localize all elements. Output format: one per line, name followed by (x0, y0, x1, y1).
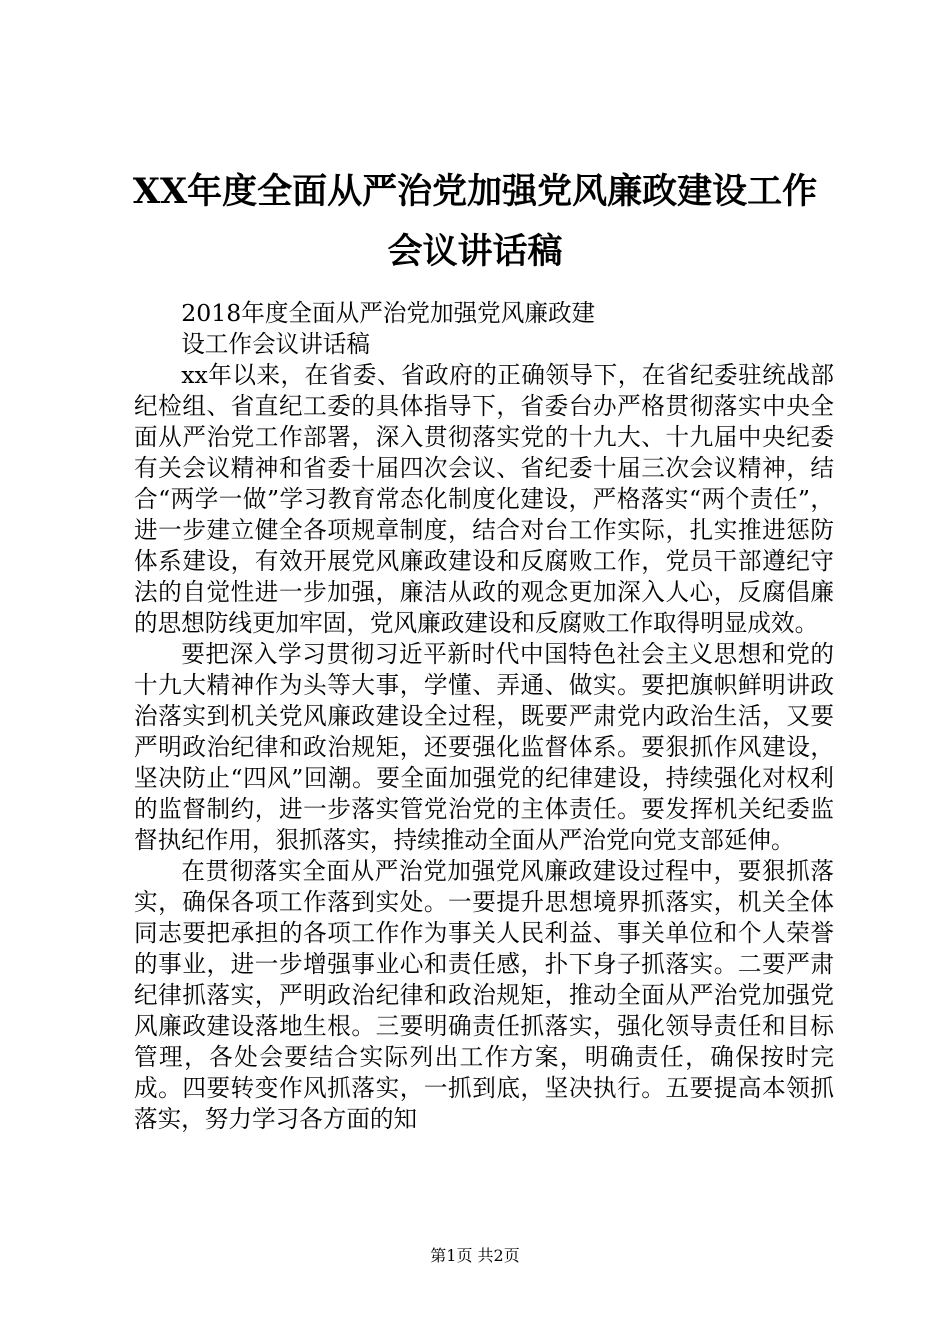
document-body (134, 298, 834, 1135)
paragraph-3: 在贯彻落实全面从严治党加强党风廉政建设过程中，要狠抓落实，确保各项工作落到实处。一要提升思想境界抓落实，机关全体同志要把承担的各项工作作为事关人民利益、事关单位和个人荣誉的事业，进一步增强事业心和责任感，扑下身子抓落实。二要严肃纪律抓落实，严明政治纪律和政治规矩，推动全面从严治党加强党风廉政建设落地生根。三要明确责任抓落实，强化领导责任和目标管理，各处会要结合实际列出工作方案，明确责任，确保按时完成。四要转变作风抓落实，一抓到底，坚决执行。五要提高本领抓落实，努力学习各方面的知 (134, 857, 834, 1133)
paragraph-1: xx年以来，在省委、省政府的正确领导下，在省纪委驻统战部纪检组、省直纪工委的具体指导下，省委台办严格贯彻落实中央全面从严治党工作部署，深入贯彻落实党的十九大、十九届中央纪委有关会议精神和省委十届四次会议、省纪委十届三次会议精神，结合“两学一做”学习教育常态化制度化建设，严格落实“两个责任”，进一步建立健全各项规章制度，结合对台工作实际，扎实推进惩防体系建设，有效开展党风廉政建设和反腐败工作，党员干部遵纪守法的自觉性进一步加强，廉洁从政的观念更加深入人心，反腐倡廉的思想防线更加牢固，党风廉政建设和反腐败工作取得明显成效。 (134, 361, 834, 637)
document-title-line-2: 会议讲话稿 (387, 231, 563, 272)
paragraph-2: 要把深入学习贯彻习近平新时代中国特色社会主义思想和党的十九大精神作为头等大事，学懂、弄通、做实。要把旗帜鲜明讲政治落实到机关党风廉政建设全过程，既要严肃党内政治生活，又要严明政治纪律和政治规矩，还要强化监督体系。要狠抓作风建设，坚决防止“四风”回潮。要全面加强党的纪律建设，持续强化对权利的监督制约，进一步落实管党治党的主体责任。要发挥机关纪委监督执纪作用，狠抓落实，持续推动全面从严治党向党支部延伸。 (134, 640, 834, 854)
subtitle-line-1: 2018年度全面从严治党加强党风廉政建 (181, 299, 596, 327)
page-number-footer: 第1页 共2页 (430, 1246, 520, 1265)
subtitle-line-2: 设工作会议讲话稿 (181, 330, 370, 358)
document-title-line-1: XX年度全面从严治党加强党风廉政建设工作 (132, 171, 818, 212)
